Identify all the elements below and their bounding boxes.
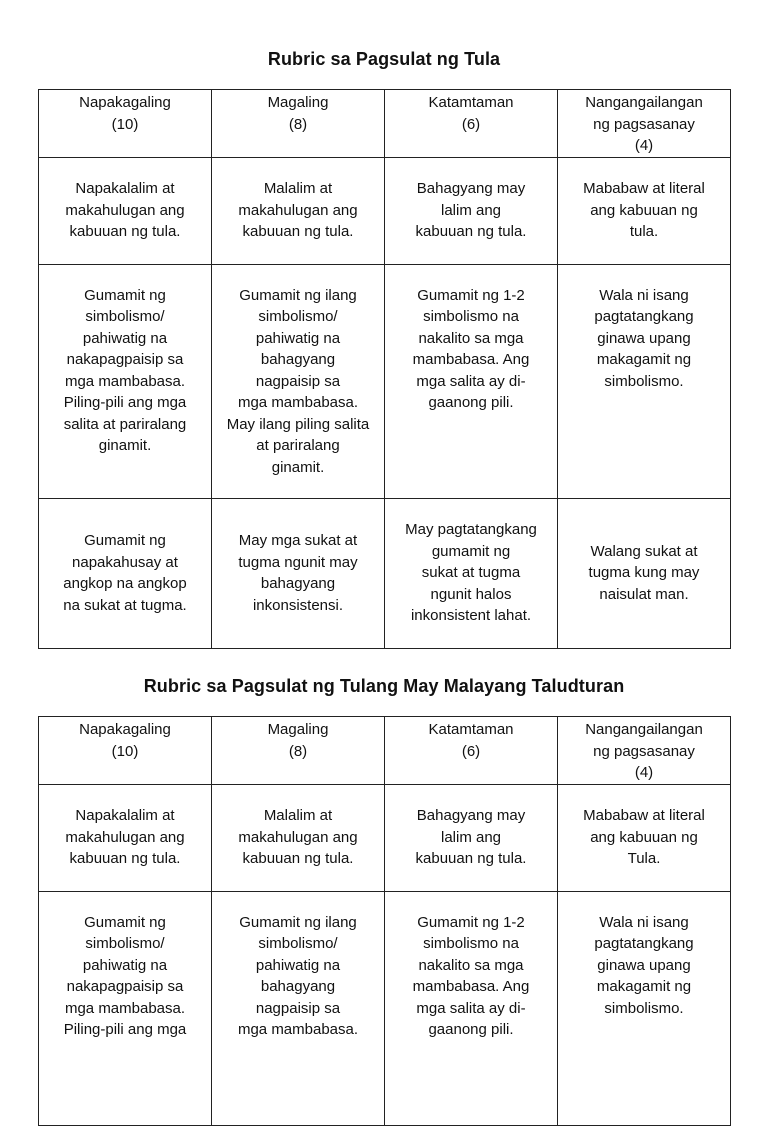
table-cell: Gumamit ng napakahusay at angkop na angkop na sukat at tugma. [39, 498, 212, 648]
table-cell: Malalim at makahulugan ang kabuuan ng tula. [212, 784, 385, 891]
rubric2-header-napakagaling: Napakagaling (10) [39, 717, 212, 785]
rubric1-table [38, 89, 731, 649]
rubric1-header-magaling: Magaling (8) [212, 90, 385, 158]
table-cell: Napakalalim at makahulugan ang kabuuan ng tula. [39, 784, 212, 891]
rubric1-header-nangangailangan: Nangangailangan ng pagsasanay (4) [558, 90, 731, 158]
rubric1-header-napakagaling: Napakagaling (10) [39, 90, 212, 158]
table-cell: Bahagyang may lalim ang kabuuan ng tula. [385, 784, 558, 891]
table-cell: Walang sukat at tugma kung may naisulat man. [558, 498, 731, 648]
table-cell: Mababaw at literal ang kabuuan ng tula. [558, 157, 731, 264]
table-cell: Bahagyang may lalim ang kabuuan ng tula. [385, 157, 558, 264]
table-cell: Gumamit ng ilang simbolismo/ pahiwatig na bahagyang nagpaisip sa mga mambabasa. May ilang piling salita at pariralang ginamit. [212, 264, 385, 498]
table-cell: Malalim at makahulugan ang kabuuan ng tula. [212, 157, 385, 264]
rubric2-table [38, 716, 731, 1126]
rubric2-header-row [39, 717, 731, 785]
table-cell: Napakalalim at makahulugan ang kabuuan ng tula. [39, 157, 212, 264]
rubric2-header-magaling: Magaling (8) [212, 717, 385, 785]
table-cell: Wala ni isang pagtatangkang ginawa upang makagamit ng simbolismo. [558, 891, 731, 1125]
rubric1-header-katamtaman: Katamtaman (6) [385, 90, 558, 158]
table-cell: Mababaw at literal ang kabuuan ng Tula. [558, 784, 731, 891]
table-row [39, 264, 731, 498]
table-cell: Wala ni isang pagtatangkang ginawa upang makagamit ng simbolismo. [558, 264, 731, 498]
table-row [39, 498, 731, 648]
table-row [39, 891, 731, 1125]
table-row [39, 157, 731, 264]
rubric2-title: Rubric sa Pagsulat ng Tulang May Malayang Taludturan [143, 676, 625, 696]
rubric1-title: Rubric sa Pagsulat ng Tula [267, 49, 501, 69]
table-cell: Gumamit ng simbolismo/ pahiwatig na nakapagpaisip sa mga mambabasa. Piling-pili ang mga salita at pariralang ginamit. [39, 264, 212, 498]
table-cell: Gumamit ng ilang simbolismo/ pahiwatig na bahagyang nagpaisip sa mga mambabasa. [212, 891, 385, 1125]
table-cell: Gumamit ng simbolismo/ pahiwatig na nakapagpaisip sa mga mambabasa. Piling-pili ang mga [39, 891, 212, 1125]
table-cell: May pagtatangkang gumamit ng sukat at tugma ngunit halos inkonsistent lahat. [385, 498, 558, 648]
table-row [39, 784, 731, 891]
rubric2-header-katamtaman: Katamtaman (6) [385, 717, 558, 785]
rubric2-header-nangangailangan: Nangangailangan ng pagsasanay (4) [558, 717, 731, 785]
table-cell: Gumamit ng 1-2 simbolismo na nakalito sa mga mambabasa. Ang mga salita ay di- gaanong pili. [385, 264, 558, 498]
table-cell: May mga sukat at tugma ngunit may bahagyang inkonsistensi. [212, 498, 385, 648]
table-cell: Gumamit ng 1-2 simbolismo na nakalito sa mga mambabasa. Ang mga salita ay di- gaanong pili. [385, 891, 558, 1125]
rubric1-header-row [39, 90, 731, 158]
